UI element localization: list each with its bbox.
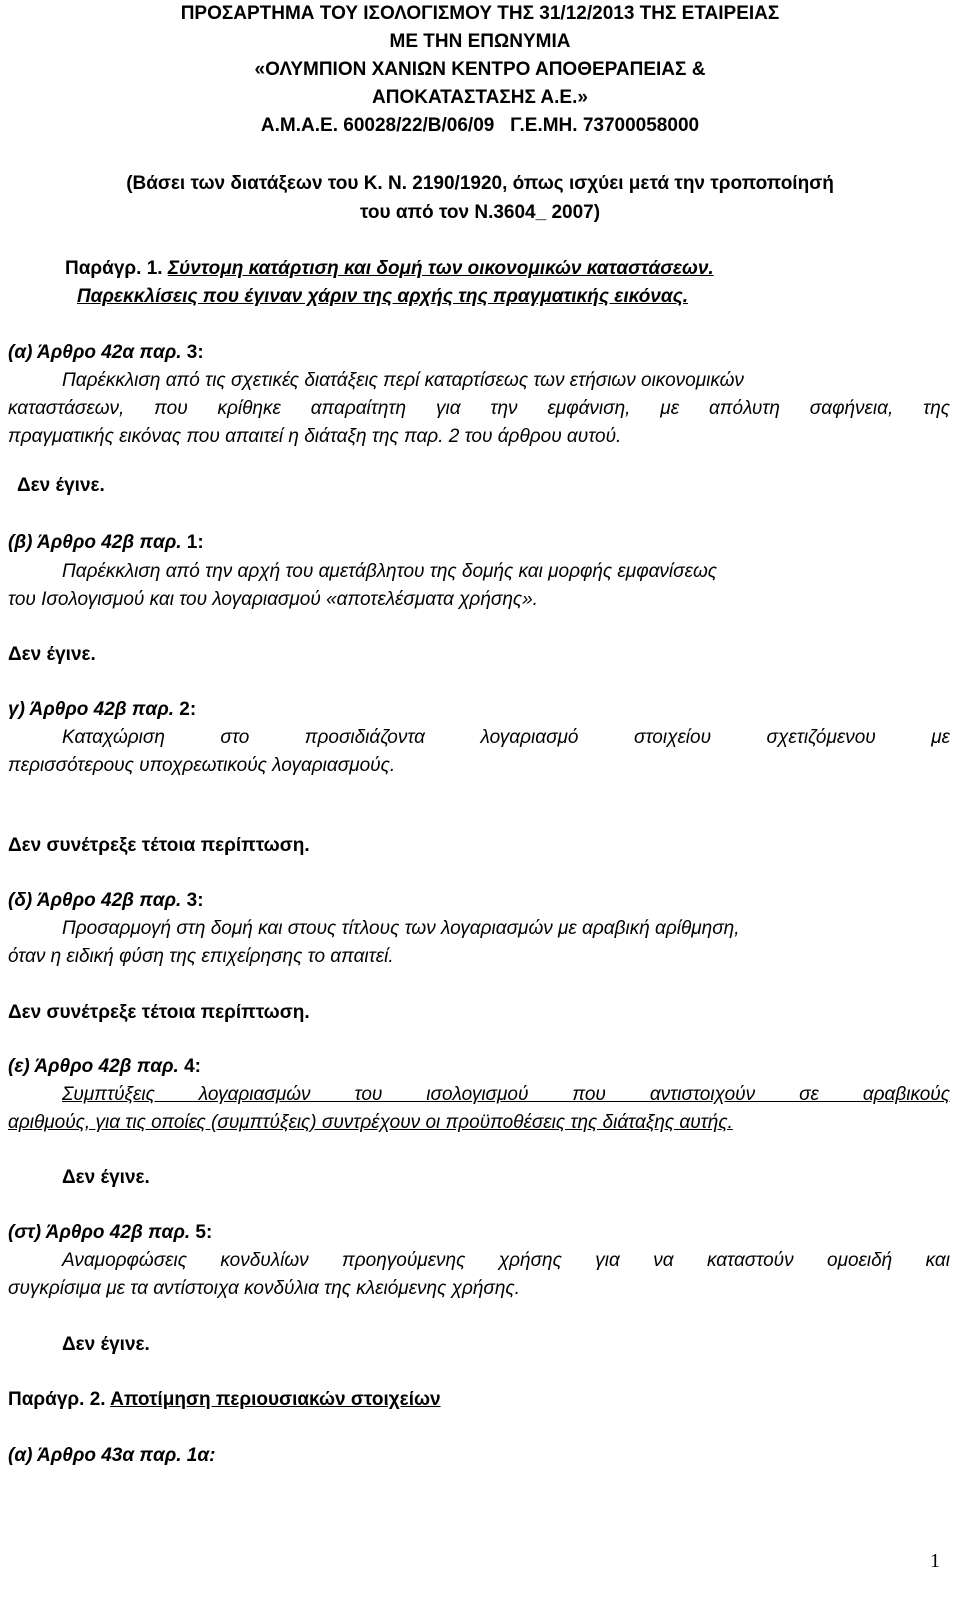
section-b-heading-number: 1: — [181, 532, 204, 553]
para1-heading — [65, 256, 714, 282]
section-a-heading-label: (α) Άρθρο 42α παρ. — [8, 342, 182, 363]
section-a-body-line3: πραγματικής εικόνας που απαιτεί η διάταξη της παρ. 2 του άρθρου αυτού. — [8, 426, 622, 447]
section-a-heading-number: 3: — [181, 342, 204, 363]
section-f-status: Δεν έγινε. — [62, 1334, 150, 1355]
section-a-body-line1: Παρέκκλιση από τις σχετικές διατάξεις περί καταρτίσεως των ετήσιων οικονομικών — [62, 370, 744, 391]
para2-heading — [8, 1387, 441, 1413]
page-number: 1 — [930, 1550, 940, 1572]
section-f-body-line2: συγκρίσιμα με τα αντίστοιχα κονδύλια της κλειόμενης χρήσης. — [8, 1278, 520, 1299]
section-f-heading-label: (στ) Άρθρο 42β παρ. — [8, 1222, 191, 1243]
section-c-status: Δεν συνέτρεξε τέτοια περίπτωση. — [8, 835, 310, 856]
header-company-name-line2: ΑΠΟΚΑΤΑΣΤΑΣΗΣ Α.Ε.» — [372, 87, 588, 108]
section-a-status: Δεν έγινε. — [17, 475, 105, 496]
section-b-heading — [8, 530, 204, 556]
section-d-heading — [8, 888, 204, 914]
section-a-body-line2: καταστάσεων, που κρίθηκε απαραίτητη για την εμφάνιση, με απόλυτη σαφήνεια, της — [8, 398, 950, 419]
legal-basis-line2: του από τον Ν.3604_ 2007) — [359, 202, 601, 223]
section-a-heading — [8, 340, 204, 366]
section-b-body-line1: Παρέκκλιση από την αρχή του αμετάβλητου της δομής και μορφής εμφανίσεως — [62, 561, 717, 582]
section-f-heading-number: 5: — [190, 1222, 213, 1243]
header-title-line1: ΠΡΟΣΑΡΤΗΜΑ ΤΟΥ ΙΣΟΛΟΓΙΣΜΟΥ ΤΗΣ 31/12/2013 ΤΗΣ ΕΤΑΙΡΕΙΑΣ — [180, 3, 780, 24]
section-b-heading-label: (β) Άρθρο 42β παρ. — [8, 532, 182, 553]
section-43a-heading: (α) Άρθρο 43α παρ. 1α: — [8, 1445, 216, 1466]
section-e-body-line2: αριθμούς, για τις οποίες (συμπτύξεις) συντρέχουν οι προϋποθέσεις της διάταξης αυτής. — [8, 1112, 733, 1133]
section-e-status: Δεν έγινε. — [62, 1167, 150, 1188]
section-b-body-line2: του Ισολογισμού και του λογαριασμού «αποτελέσματα χρήσης». — [8, 589, 538, 610]
header-company-name-line1: «ΟΛΥΜΠΙΟΝ ΧΑΝΙΩΝ ΚΕΝΤΡΟ ΑΠΟΘΕΡΑΠΕΙΑΣ & — [254, 59, 706, 80]
para2-prefix: Παράγρ. 2. — [8, 1389, 111, 1410]
section-c-heading-number: 2: — [173, 699, 197, 720]
section-c-body-line2: περισσότερους υποχρεωτικούς λογαριασμούς. — [8, 755, 396, 776]
para1-title: Σύντομη κατάρτιση και δομή των οικονομικών καταστάσεων. — [167, 258, 714, 279]
section-c-heading — [8, 697, 196, 723]
legal-basis-line1: (Βάσει των διατάξεων του Κ. Ν. 2190/1920, όπως ισχύει μετά την τροποποίησή — [126, 173, 834, 194]
section-c-heading-label: γ) Άρθρο 42β παρ. — [8, 699, 174, 720]
para1-prefix: Παράγρ. 1. — [65, 258, 168, 279]
section-e-heading-number: 4: — [178, 1056, 202, 1077]
header-registration-numbers: Α.Μ.Α.Ε. 60028/22/Β/06/09 Γ.Ε.ΜΗ. 73700058000 — [260, 115, 700, 136]
section-d-heading-number: 3: — [181, 890, 204, 911]
section-e-body-line1: Συμπτύξεις λογαριασμών του ισολογισμού που αντιστοιχούν σε αραβικούς — [62, 1084, 950, 1105]
section-c-body-line1: Καταχώριση στο προσιδιάζοντα λογαριασμό στοιχείου σχετιζόμενου με — [62, 727, 950, 748]
para2-title: Αποτίμηση περιουσιακών στοιχείων — [110, 1389, 441, 1410]
section-f-heading — [8, 1220, 212, 1246]
section-d-body-line2: όταν η ειδική φύση της επιχείρησης το απαιτεί. — [8, 946, 394, 967]
section-d-status: Δεν συνέτρεξε τέτοια περίπτωση. — [8, 1002, 310, 1023]
section-d-body-line1: Προσαρμογή στη δομή και στους τίτλους των λογαριασμών με αραβική αρίθμηση, — [62, 918, 740, 939]
section-e-heading-label: (ε) Άρθρο 42β παρ. — [8, 1056, 179, 1077]
para1-subtitle: Παρεκκλίσεις που έγιναν χάριν της αρχής της πραγματικής εικόνας. — [77, 286, 689, 307]
section-f-body-line1: Αναμορφώσεις κονδυλίων προηγούμενης χρήσης για να καταστούν ομοειδή και — [62, 1250, 950, 1271]
section-d-heading-label: (δ) Άρθρο 42β παρ. — [8, 890, 182, 911]
header-title-line2: ΜΕ ΤΗΝ ΕΠΩΝΥΜΙΑ — [389, 31, 571, 52]
section-b-status: Δεν έγινε. — [8, 644, 96, 665]
section-e-heading — [8, 1054, 201, 1080]
